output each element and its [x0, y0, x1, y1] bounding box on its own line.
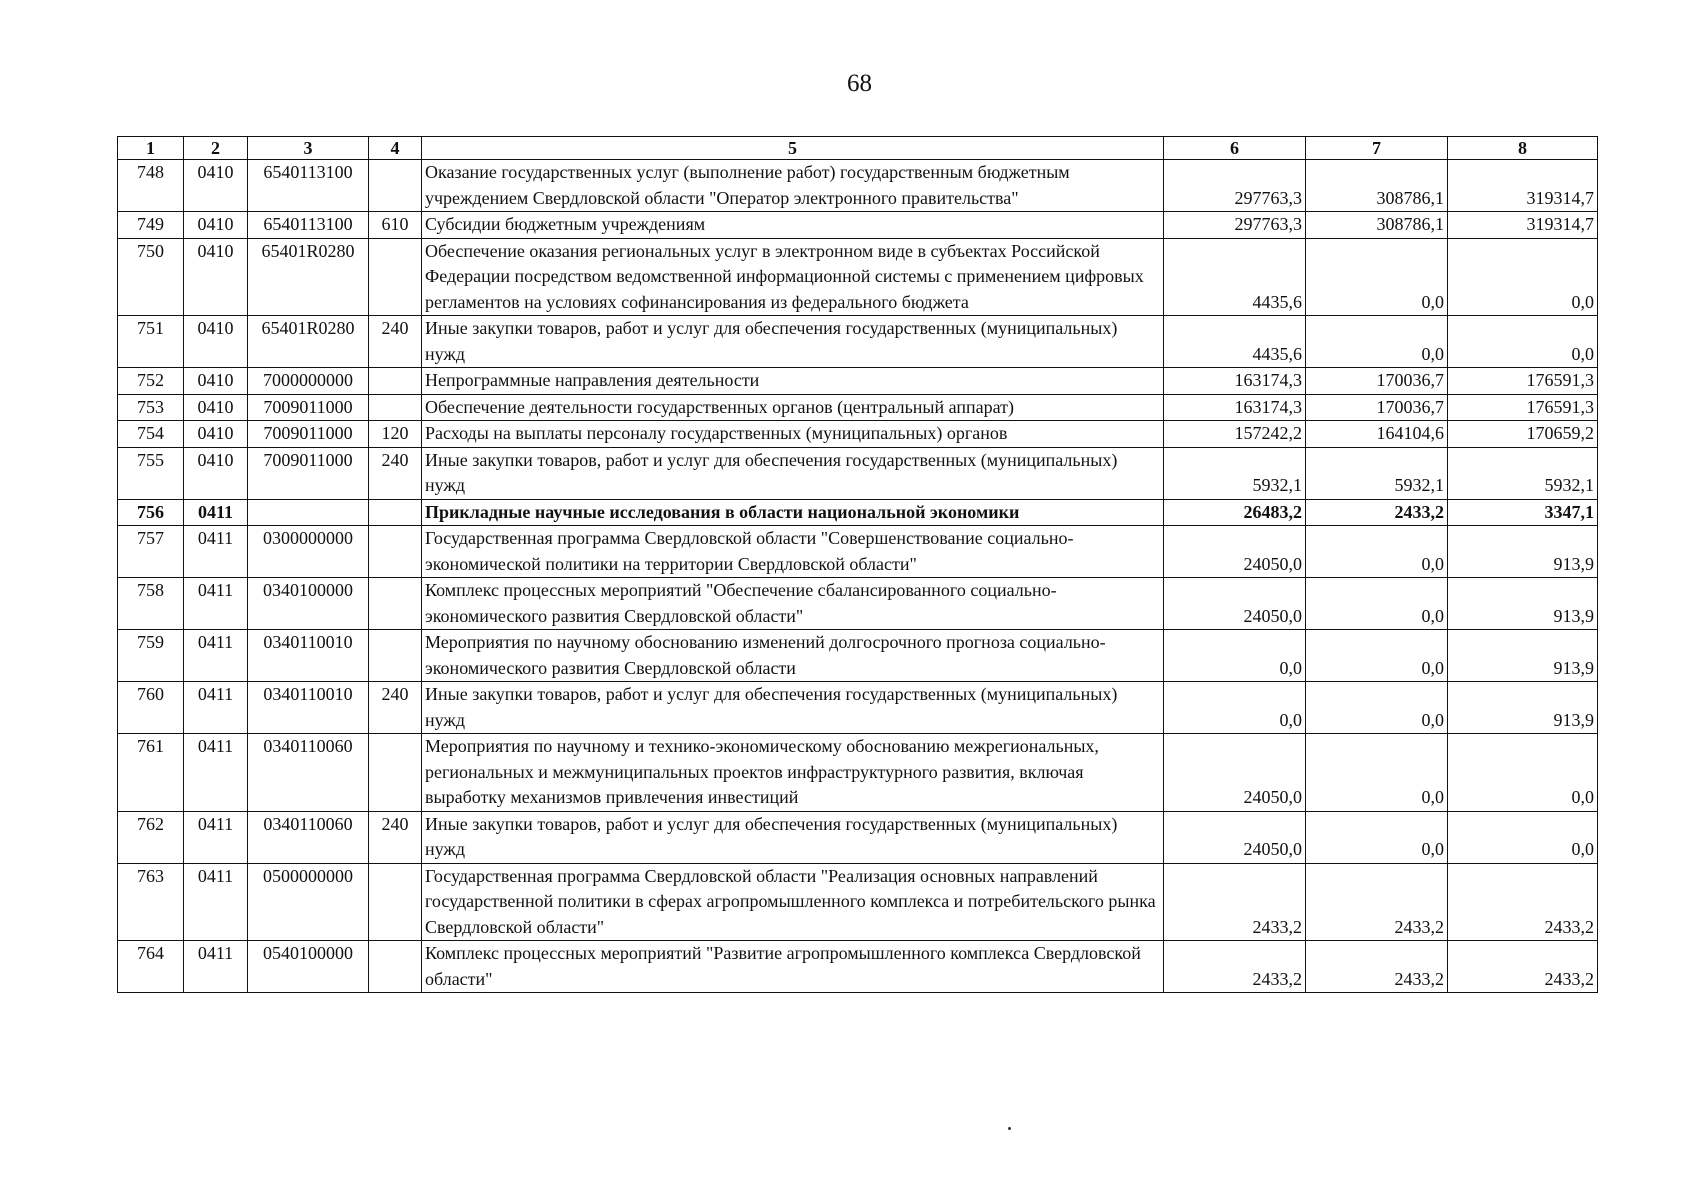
expense-type-code: 240 — [369, 811, 422, 863]
amount-col-7: 164104,6 — [1306, 421, 1448, 448]
target-article-code: 6540113100 — [248, 212, 369, 239]
row-number: 749 — [118, 212, 184, 239]
expense-type-code: 240 — [369, 316, 422, 368]
item-description: Мероприятия по научному и технико-экономическому обоснованию межрегиональных, региональных и межмуниципальных проектов инфраструктурного развития, включая выработку механизмов привлечения инвестиций — [422, 734, 1164, 812]
amount-col-7: 0,0 — [1306, 238, 1448, 316]
row-number: 751 — [118, 316, 184, 368]
amount-col-7: 2433,2 — [1306, 863, 1448, 941]
amount-col-8: 913,9 — [1448, 526, 1598, 578]
target-article-code: 0300000000 — [248, 526, 369, 578]
amount-col-7: 170036,7 — [1306, 394, 1448, 421]
target-article-code: 0340100000 — [248, 578, 369, 630]
table-header — [118, 137, 1598, 160]
amount-col-8: 913,9 — [1448, 630, 1598, 682]
section-code: 0411 — [184, 863, 248, 941]
amount-col-8: 170659,2 — [1448, 421, 1598, 448]
table-row — [118, 863, 1598, 941]
table-row — [118, 734, 1598, 812]
amount-col-6: 0,0 — [1164, 630, 1306, 682]
amount-col-6: 2433,2 — [1164, 941, 1306, 993]
section-code: 0411 — [184, 526, 248, 578]
amount-col-6: 4435,6 — [1164, 238, 1306, 316]
section-code: 0411 — [184, 941, 248, 993]
header-col-4: 4 — [369, 137, 422, 160]
amount-col-7: 308786,1 — [1306, 160, 1448, 212]
target-article-code: 65401R0280 — [248, 316, 369, 368]
amount-col-8: 913,9 — [1448, 682, 1598, 734]
section-code: 0410 — [184, 238, 248, 316]
item-description: Иные закупки товаров, работ и услуг для обеспечения государственных (муниципальных) нужд — [422, 811, 1164, 863]
expense-type-code — [369, 578, 422, 630]
header-col-6: 6 — [1164, 137, 1306, 160]
amount-col-6: 163174,3 — [1164, 394, 1306, 421]
amount-col-8: 319314,7 — [1448, 160, 1598, 212]
amount-col-6: 2433,2 — [1164, 863, 1306, 941]
amount-col-6: 24050,0 — [1164, 526, 1306, 578]
amount-col-7: 2433,2 — [1306, 499, 1448, 526]
item-description: Комплекс процессных мероприятий "Обеспечение сбалансированного социально-экономического развития Свердловской области" — [422, 578, 1164, 630]
target-article-code: 7009011000 — [248, 394, 369, 421]
page-number: 68 — [847, 70, 872, 97]
budget-table — [117, 136, 1598, 993]
table-row — [118, 499, 1598, 526]
target-article-code: 6540113100 — [248, 160, 369, 212]
row-number: 754 — [118, 421, 184, 448]
row-number: 760 — [118, 682, 184, 734]
row-number: 759 — [118, 630, 184, 682]
item-description: Комплекс процессных мероприятий "Развитие агропромышленного комплекса Свердловской области" — [422, 941, 1164, 993]
target-article-code — [248, 499, 369, 526]
item-description: Субсидии бюджетным учреждениям — [422, 212, 1164, 239]
item-description: Мероприятия по научному обоснованию изменений долгосрочного прогноза социально-экономического развития Свердловской области — [422, 630, 1164, 682]
header-col-1: 1 — [118, 137, 184, 160]
section-code: 0411 — [184, 499, 248, 526]
amount-col-7: 0,0 — [1306, 316, 1448, 368]
expense-type-code — [369, 368, 422, 395]
amount-col-7: 0,0 — [1306, 682, 1448, 734]
expense-type-code — [369, 863, 422, 941]
amount-col-8: 0,0 — [1448, 811, 1598, 863]
item-description: Расходы на выплаты персоналу государственных (муниципальных) органов — [422, 421, 1164, 448]
header-row — [118, 137, 1598, 160]
row-number: 763 — [118, 863, 184, 941]
table-body — [118, 160, 1598, 993]
item-description: Иные закупки товаров, работ и услуг для обеспечения государственных (муниципальных) нужд — [422, 447, 1164, 499]
amount-col-6: 0,0 — [1164, 682, 1306, 734]
row-number: 753 — [118, 394, 184, 421]
table-row — [118, 212, 1598, 239]
scan-speck — [1008, 1127, 1011, 1130]
target-article-code: 7009011000 — [248, 421, 369, 448]
target-article-code: 0500000000 — [248, 863, 369, 941]
row-number: 756 — [118, 499, 184, 526]
amount-col-6: 26483,2 — [1164, 499, 1306, 526]
expense-type-code — [369, 526, 422, 578]
amount-col-8: 176591,3 — [1448, 368, 1598, 395]
table-row — [118, 526, 1598, 578]
section-code: 0410 — [184, 421, 248, 448]
section-code: 0410 — [184, 394, 248, 421]
section-code: 0411 — [184, 734, 248, 812]
table-row — [118, 421, 1598, 448]
target-article-code: 7000000000 — [248, 368, 369, 395]
row-number: 761 — [118, 734, 184, 812]
section-code: 0410 — [184, 160, 248, 212]
table-row — [118, 447, 1598, 499]
table-row — [118, 682, 1598, 734]
item-description: Обеспечение оказания региональных услуг в электронном виде в субъектах Российской Федерации посредством ведомственной информационной системы с применением цифровых регламентов на условиях софинансирования из федерального бюджета — [422, 238, 1164, 316]
item-description: Государственная программа Свердловской области "Реализация основных направлений государственной политики в сферах агропромышленного комплекса и потребительского рынка Свердловской области" — [422, 863, 1164, 941]
section-code: 0410 — [184, 447, 248, 499]
row-number: 758 — [118, 578, 184, 630]
target-article-code: 0340110060 — [248, 811, 369, 863]
amount-col-7: 2433,2 — [1306, 941, 1448, 993]
target-article-code: 65401R0280 — [248, 238, 369, 316]
amount-col-6: 297763,3 — [1164, 160, 1306, 212]
expense-type-code — [369, 160, 422, 212]
amount-col-8: 0,0 — [1448, 734, 1598, 812]
target-article-code: 0340110010 — [248, 682, 369, 734]
table-row — [118, 394, 1598, 421]
table-row — [118, 368, 1598, 395]
amount-col-6: 4435,6 — [1164, 316, 1306, 368]
section-code: 0410 — [184, 368, 248, 395]
expense-type-code — [369, 734, 422, 812]
table-row — [118, 238, 1598, 316]
amount-col-7: 5932,1 — [1306, 447, 1448, 499]
amount-col-8: 319314,7 — [1448, 212, 1598, 239]
table-row — [118, 578, 1598, 630]
expense-type-code — [369, 394, 422, 421]
table-row — [118, 941, 1598, 993]
expense-type-code — [369, 499, 422, 526]
item-description: Иные закупки товаров, работ и услуг для обеспечения государственных (муниципальных) нужд — [422, 316, 1164, 368]
amount-col-7: 0,0 — [1306, 578, 1448, 630]
target-article-code: 7009011000 — [248, 447, 369, 499]
target-article-code: 0540100000 — [248, 941, 369, 993]
target-article-code: 0340110010 — [248, 630, 369, 682]
amount-col-8: 3347,1 — [1448, 499, 1598, 526]
amount-col-7: 308786,1 — [1306, 212, 1448, 239]
amount-col-6: 24050,0 — [1164, 578, 1306, 630]
amount-col-7: 0,0 — [1306, 734, 1448, 812]
row-number: 755 — [118, 447, 184, 499]
amount-col-6: 297763,3 — [1164, 212, 1306, 239]
expense-type-code — [369, 238, 422, 316]
amount-col-7: 170036,7 — [1306, 368, 1448, 395]
amount-col-8: 176591,3 — [1448, 394, 1598, 421]
section-code: 0410 — [184, 316, 248, 368]
table-row — [118, 630, 1598, 682]
amount-col-6: 24050,0 — [1164, 734, 1306, 812]
row-number: 748 — [118, 160, 184, 212]
header-col-5: 5 — [422, 137, 1164, 160]
table-row — [118, 316, 1598, 368]
row-number: 750 — [118, 238, 184, 316]
amount-col-6: 157242,2 — [1164, 421, 1306, 448]
amount-col-8: 913,9 — [1448, 578, 1598, 630]
row-number: 764 — [118, 941, 184, 993]
amount-col-7: 0,0 — [1306, 526, 1448, 578]
expense-type-code: 240 — [369, 447, 422, 499]
item-description: Иные закупки товаров, работ и услуг для обеспечения государственных (муниципальных) нужд — [422, 682, 1164, 734]
header-col-8: 8 — [1448, 137, 1598, 160]
amount-col-8: 0,0 — [1448, 316, 1598, 368]
expense-type-code: 610 — [369, 212, 422, 239]
row-number: 757 — [118, 526, 184, 578]
amount-col-7: 0,0 — [1306, 811, 1448, 863]
item-description: Государственная программа Свердловской области "Совершенствование социально-экономической политики на территории Свердловской области" — [422, 526, 1164, 578]
amount-col-6: 24050,0 — [1164, 811, 1306, 863]
target-article-code: 0340110060 — [248, 734, 369, 812]
amount-col-8: 2433,2 — [1448, 941, 1598, 993]
table-row — [118, 811, 1598, 863]
amount-col-6: 163174,3 — [1164, 368, 1306, 395]
section-code: 0411 — [184, 630, 248, 682]
section-code: 0411 — [184, 578, 248, 630]
expense-type-code: 240 — [369, 682, 422, 734]
amount-col-8: 0,0 — [1448, 238, 1598, 316]
expense-type-code: 120 — [369, 421, 422, 448]
header-col-2: 2 — [184, 137, 248, 160]
table-row — [118, 160, 1598, 212]
section-code: 0411 — [184, 682, 248, 734]
item-description: Обеспечение деятельности государственных органов (центральный аппарат) — [422, 394, 1164, 421]
section-code: 0411 — [184, 811, 248, 863]
item-description: Прикладные научные исследования в области национальной экономики — [422, 499, 1164, 526]
header-col-3: 3 — [248, 137, 369, 160]
item-description: Оказание государственных услуг (выполнение работ) государственным бюджетным учреждением Свердловской области "Оператор электронного правительства" — [422, 160, 1164, 212]
row-number: 762 — [118, 811, 184, 863]
expense-type-code — [369, 941, 422, 993]
header-col-7: 7 — [1306, 137, 1448, 160]
expense-type-code — [369, 630, 422, 682]
amount-col-6: 5932,1 — [1164, 447, 1306, 499]
amount-col-7: 0,0 — [1306, 630, 1448, 682]
item-description: Непрограммные направления деятельности — [422, 368, 1164, 395]
row-number: 752 — [118, 368, 184, 395]
amount-col-8: 5932,1 — [1448, 447, 1598, 499]
amount-col-8: 2433,2 — [1448, 863, 1598, 941]
section-code: 0410 — [184, 212, 248, 239]
